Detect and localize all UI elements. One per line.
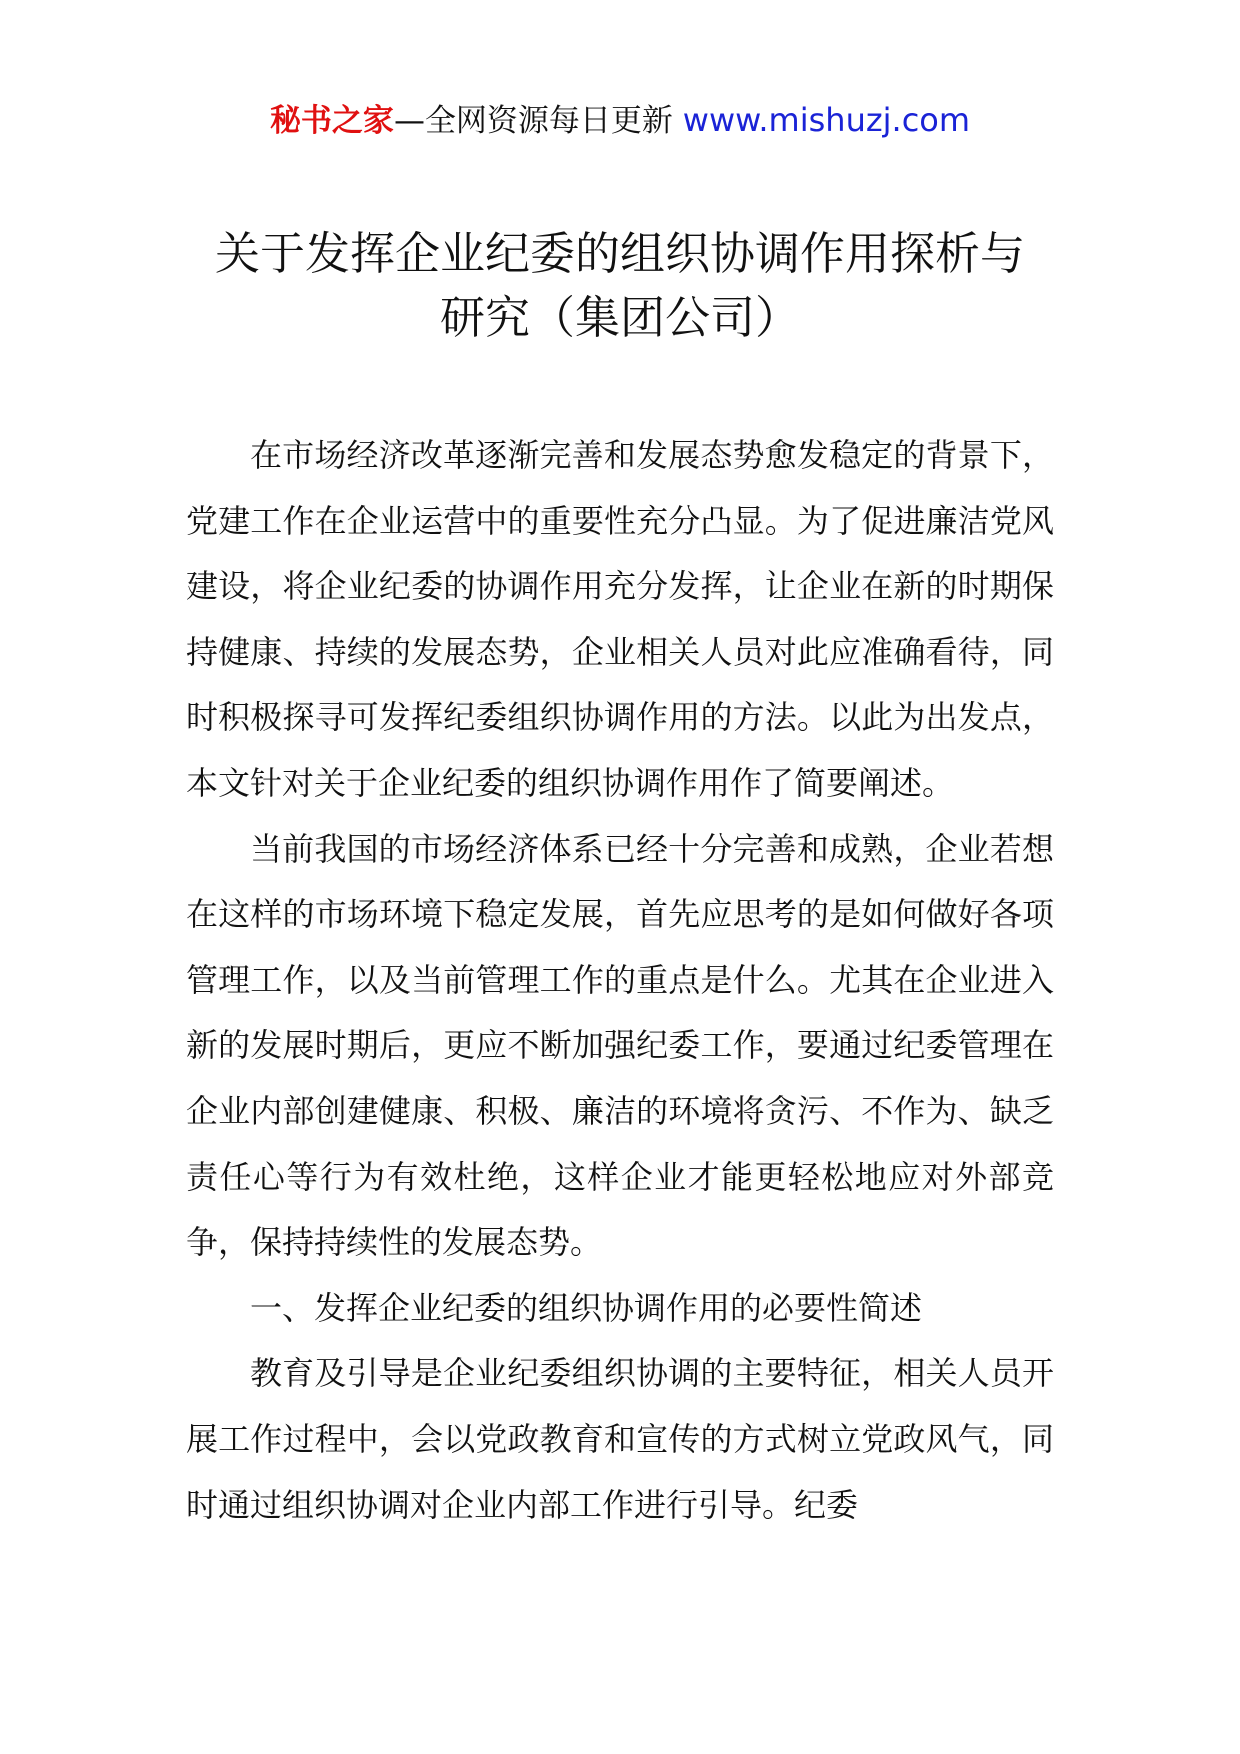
document-title [150,222,1090,350]
site-header [0,100,1240,141]
site-tagline: —全网资源每日更新 [393,103,683,139]
site-brand: 秘书之家 [269,103,394,139]
paragraph-intro: 在市场经济改革逐渐完善和发展态势愈发稳定的背景下，党建工作在企业运营中的重要性充分凸显。为了促进廉洁党风建设，将企业纪委的协调作用充分发挥，让企业在新的时期保持健康、持续的发展态势，企业相关人员对此应准确看待，同时积极探寻可发挥纪委组织协调作用的方法。以此为出发点，本文针对关于企业纪委的组织协调作用作了简要阐述。 [186,436,1054,802]
section-heading-1: 一、发挥企业纪委的组织协调作用的必要性简述 [250,1288,923,1327]
document-body [186,423,1054,1538]
paragraph-section-1: 教育及引导是企业纪委组织协调的主要特征，相关人员开展工作过程中，会以党政教育和宣传的方式树立党政风气，同时通过组织协调对企业内部工作进行引导。纪委 [186,1354,1054,1524]
title-line-2: 研究（集团公司） [439,291,800,344]
title-line-1: 关于发挥企业纪委的组织协调作用探析与 [214,227,1025,280]
site-url-link[interactable]: www.mishuzj.com [682,101,971,139]
paragraph-context: 当前我国的市场经济体系已经十分完善和成熟，企业若想在这样的市场环境下稳定发展，首先应思考的是如何做好各项管理工作，以及当前管理工作的重点是什么。尤其在企业进入新的发展时期后，更应不断加强纪委工作，要通过纪委管理在企业内部创建健康、积极、廉洁的环境将贪污、不作为、缺乏责任心等行为有效杜绝，这样企业才能更轻松地应对外部竞争，保持持续性的发展态势。 [186,829,1054,1262]
